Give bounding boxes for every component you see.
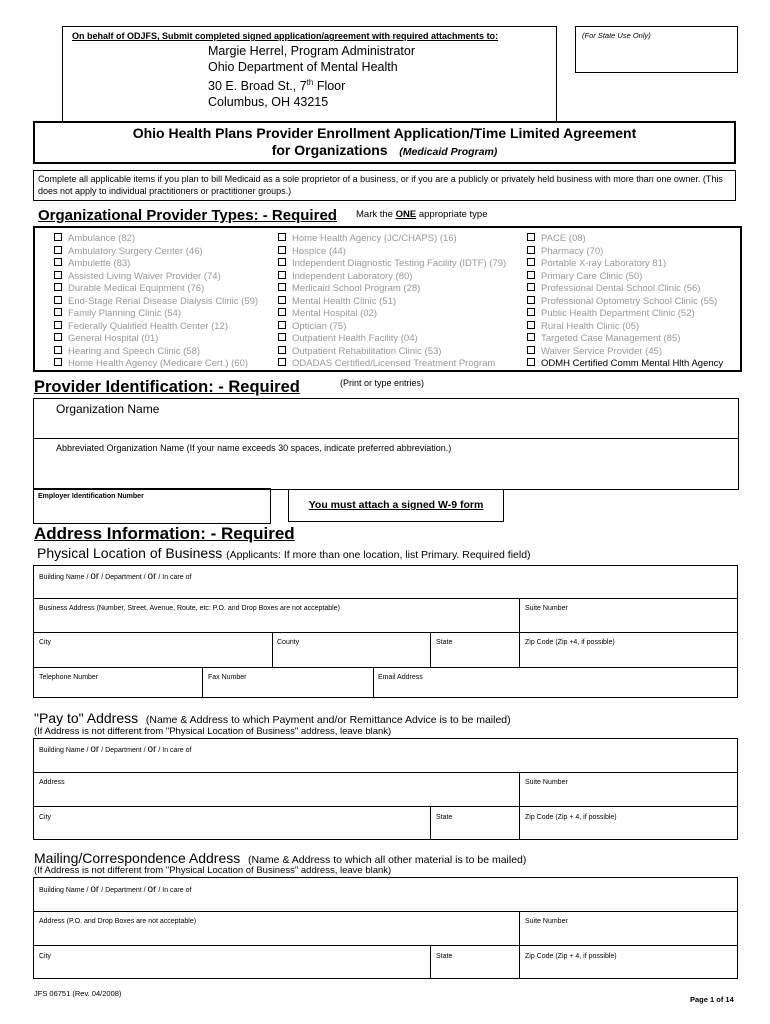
org-name-label: Organization Name [56,402,160,416]
provider-option[interactable]: Ambulette (83) [54,258,258,271]
checkbox[interactable] [527,333,535,341]
provider-option[interactable]: Hospice (44) [278,246,506,259]
checkbox[interactable] [54,271,62,279]
grid-line [373,667,374,698]
form-title-line-1: Ohio Health Plans Provider Enrollment Application/Time Limited Agreement [132,125,637,141]
provider-option[interactable]: Home Health Agency (Medicare Cert.) (60) [54,358,258,371]
mail-suite-field[interactable]: Suite Number [525,918,568,925]
provider-option[interactable]: Outpatient Rehabilitation Clinic (53) [278,346,506,359]
grid-line [519,598,520,667]
checkbox[interactable] [54,283,62,291]
provider-option[interactable]: Assisted Living Waiver Provider (74) [54,271,258,284]
mail-state-field[interactable]: State [436,953,453,960]
building-field[interactable]: Building Name / or / Department / or / In care of [39,571,192,582]
provider-option[interactable]: Targeted Case Management (85) [527,333,723,346]
provider-option[interactable]: Hearing and Speech Clinic (58) [54,346,258,359]
checkbox[interactable] [278,296,286,304]
grid-line [430,632,431,667]
grid-line [33,772,738,773]
checkbox[interactable] [527,346,535,354]
mail-building-field[interactable]: Building Name / or / Department / or / In care of [39,884,192,895]
ein-label: Employer Identification Number [38,493,144,500]
provider-option[interactable]: Professional Dental School Clinic (56) [527,283,723,296]
provider-option[interactable]: Durable Medical Equipment (76) [54,283,258,296]
provider-option[interactable]: Primary Care Clinic (50) [527,271,723,284]
checkbox[interactable] [54,258,62,266]
instructions-text: Complete all applicable items if you plan to bill Medicaid as a sole proprietor of a business, or if you are a publicly or privately held business with more than one owner. (This does not apply to individual practitioners or practitioner groups.) [38,174,723,196]
submit-note: On behalf of ODJFS, Submit completed signed application/agreement with required attachments to: [72,31,499,41]
checkbox[interactable] [527,246,535,254]
checkbox[interactable] [278,258,286,266]
suite-field[interactable]: Suite Number [525,605,568,612]
provider-option[interactable]: Federally Qualified Health Center (12) [54,321,258,334]
print-type-note: (Print or type entries) [340,378,425,388]
checkbox[interactable] [278,346,286,354]
city-field[interactable]: City [39,639,52,646]
checkbox[interactable] [278,283,286,291]
provider-option[interactable]: Mental Hospital (02) [278,308,506,321]
checkbox[interactable] [278,308,286,316]
provider-option[interactable]: Independent Diagnostic Testing Facility (IDTF) (79) [278,258,506,271]
checkbox[interactable] [54,308,62,316]
checkbox[interactable] [54,346,62,354]
address-line-2: Ohio Department of Mental Health [208,60,398,74]
provider-option[interactable]: General Hospital (01) [54,333,258,346]
telephone-field[interactable]: Telephone Number [39,674,99,681]
provider-option[interactable]: Medicaid School Program (28) [278,283,506,296]
provider-types-col-3 [527,233,723,371]
checkbox[interactable] [54,233,62,241]
pay-building-field[interactable]: Building Name / or / Department / or / In care of [39,744,192,755]
provider-option[interactable]: Ambulance (82) [54,233,258,246]
checkbox[interactable] [54,358,62,366]
provider-types-col-1 [54,233,258,371]
mail-city-field[interactable]: City [39,953,52,960]
provider-option[interactable]: Pharmacy (70) [527,246,723,259]
mark-one-note: Mark the ONE appropriate type [356,209,488,220]
provider-option[interactable]: Outpatient Health Facility (04) [278,333,506,346]
checkbox[interactable] [527,308,535,316]
provider-option[interactable]: ODMH Certified Comm Mental Hlth Agency [527,358,723,371]
county-field[interactable]: County [277,639,300,646]
checkbox[interactable] [54,296,62,304]
provider-option[interactable]: PACE (08) [527,233,723,246]
provider-option[interactable]: End-Stage Renal Disease Dialysis Clinic (59) [54,296,258,309]
grid-line [519,911,520,979]
checkbox[interactable] [278,233,286,241]
provider-option[interactable]: Portable X-ray Laboratory 81) [527,258,723,271]
pay-suite-field[interactable]: Suite Number [525,779,568,786]
address-line-1: Margie Herrel, Program Administrator [208,44,416,58]
state-use-label: (For State Use Only) [582,31,651,40]
checkbox[interactable] [278,358,286,366]
provider-option[interactable]: Rural Health Clinic (05) [527,321,723,334]
state-field[interactable]: State [436,639,453,646]
pay-city-field[interactable]: City [39,814,52,821]
w9-note: You must attach a signed W-9 form [308,499,484,511]
provider-types-heading: Organizational Provider Types: - Required [38,207,337,224]
checkbox[interactable] [527,233,535,241]
checkbox[interactable] [278,246,286,254]
grid-line [519,772,520,840]
provider-option[interactable]: Waiver Service Provider (45) [527,346,723,359]
pay-to-title: "Pay to" Address (Name & Address to which Payment and/or Remittance Advice is to be mailed) [34,710,511,726]
form-title [33,125,736,161]
grid-line [430,945,431,979]
form-title-line-2: for Organizations (Medicaid Program) [271,142,498,158]
business-address-field[interactable]: Business Address (Number, Street, Avenue, Route, etc: P.O. and Drop Boxes are not acceptable) [39,605,340,612]
mailing-address-block [208,43,415,110]
grid-line [430,806,431,840]
provider-id-heading: Provider Identification: - Required [34,378,300,396]
grid-line [33,945,738,946]
checkbox[interactable] [54,321,62,329]
grid-line [33,598,738,599]
page-number: Page 1 of 14 [690,995,734,1004]
address-line-4: Columbus, OH 43215 [208,95,329,110]
provider-types-col-2 [278,233,506,371]
pay-to-subnote: (If Address is not different from "Physical Location of Business" address, leave blank) [34,726,392,737]
mail-zip-field[interactable]: Zip Code (Zip + 4, if possible) [525,953,617,960]
provider-option[interactable]: Optician (75) [278,321,506,334]
checkbox[interactable] [54,246,62,254]
grid-line [33,911,738,912]
checkbox[interactable] [278,321,286,329]
checkbox[interactable] [527,296,535,304]
mail-address-field[interactable]: Address (P.O. and Drop Boxes are not acceptable) [39,918,197,925]
address-heading: Address Information: - Required [34,524,295,543]
checkbox[interactable] [527,271,535,279]
fax-field[interactable]: Fax Number [208,674,247,681]
abbrev-name-label: Abbreviated Organization Name (If your name exceeds 30 spaces, indicate preferred abbreviation.) [56,443,452,453]
checkbox[interactable] [278,333,286,341]
grid-line [33,806,738,807]
grid-line [33,632,738,633]
provider-option[interactable]: Family Planning Clinic (54) [54,308,258,321]
mailing-subnote: (If Address is not different from "Physical Location of Business" address, leave blank) [34,865,392,876]
pay-address-field[interactable]: Address [39,779,65,786]
address-line-3: 30 E. Broad St., 7th Floor [208,78,346,94]
zip-field[interactable]: Zip Code (Zip +4, if possible) [525,639,615,646]
physical-location-title: Physical Location of Business (Applicants: If more than one location, list Primary. Required field) [37,545,531,561]
grid-line [33,667,738,668]
checkbox[interactable] [527,358,535,366]
grid-line [272,632,273,667]
provider-option[interactable]: Independent Laboratory (80) [278,271,506,284]
checkbox[interactable] [527,258,535,266]
checkbox[interactable] [54,333,62,341]
provider-option[interactable]: Home Health Agency (JC/CHAPS) (16) [278,233,506,246]
mailing-title: Mailing/Correspondence Address (Name & Address to which all other material is to be mailed) [34,850,527,866]
provider-option[interactable]: Mental Health Clinic (51) [278,296,506,309]
provider-option[interactable]: Public Health Department Clinic (52) [527,308,723,321]
pay-state-field[interactable]: State [436,814,453,821]
checkbox[interactable] [527,321,535,329]
provider-option[interactable]: ODADAS Certified/Licensed Treatment Program [278,358,506,371]
checkbox[interactable] [278,271,286,279]
provider-option[interactable]: Ambulatory Surgery Center (46) [54,246,258,259]
email-field[interactable]: Email Address [378,674,423,681]
checkbox[interactable] [527,283,535,291]
provider-option[interactable]: Professional Optometry School Clinic (55) [527,296,723,309]
pay-zip-field[interactable]: Zip Code (Zip + 4, if possible) [525,814,617,821]
form-id: JFS 06751 (Rev. 04/2008) [34,989,122,998]
grid-line [202,667,203,698]
